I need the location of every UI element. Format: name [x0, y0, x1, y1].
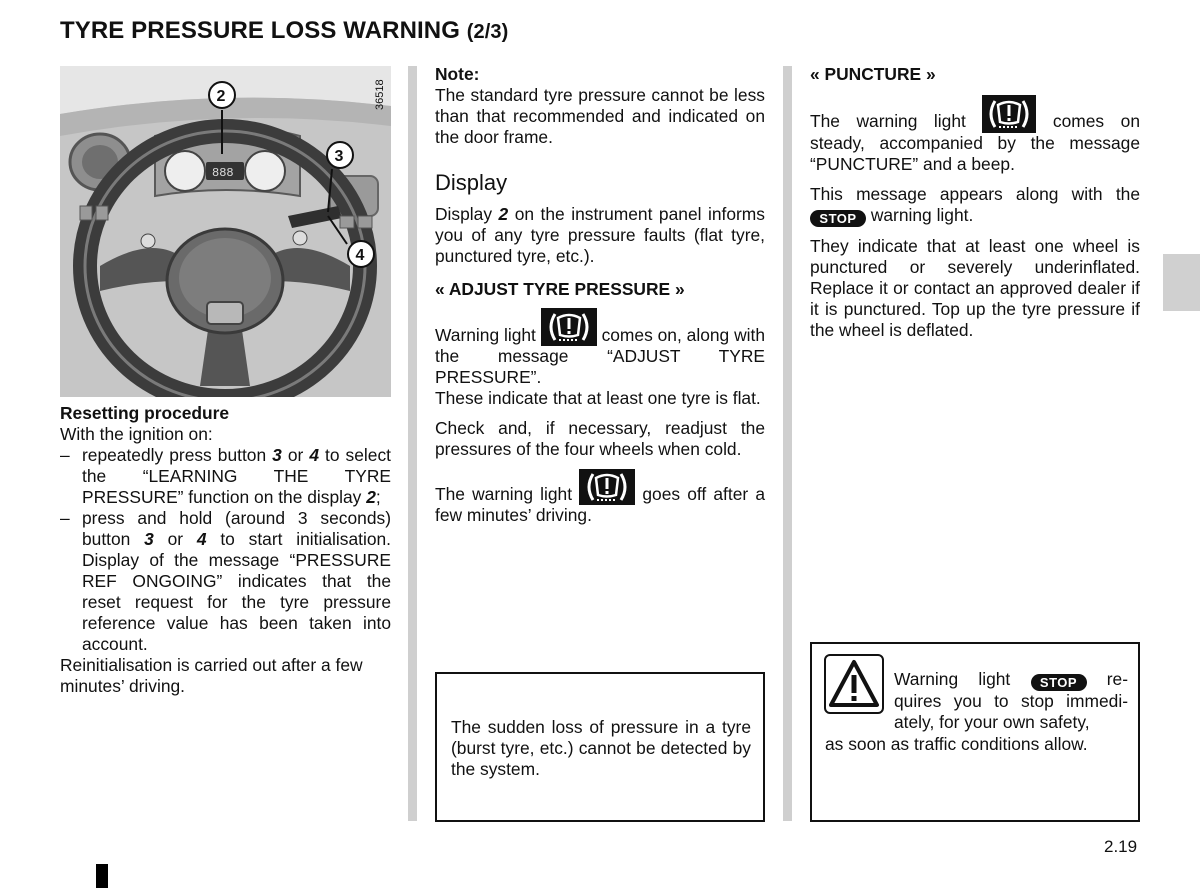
detection-limit-text: The sudden loss of pressure in a tyre (burst tyre, etc.) cannot be detected by the system. [451, 717, 751, 779]
left-column [60, 403, 391, 697]
stop-warning-icon: STOP [1031, 674, 1087, 691]
column-divider-left [408, 66, 417, 821]
callout-4-label: 4 [355, 247, 365, 264]
puncture-paragraph-3: They indicate that at least one wheel is punctured or severely underinflated. Replace it or contact an approved dealer if it is punctured. Top up the tyre pressure if the wheel is deflated. [810, 236, 1140, 340]
crop-mark [96, 864, 108, 888]
adjust-pressure-heading: « ADJUST TYRE PRESSURE » [435, 279, 685, 299]
reinitialisation-note: Reinitialisation is carried out after a few minutes’ driving. [60, 655, 363, 696]
adjust-pressure-paragraph: Warning light comes on, along with the message “ADJUST TYRE PRESSURE”. [435, 308, 765, 388]
stop-warning-lead-text: Warning light STOP re-quires you to stop immedi-ately, for your own safety, [894, 669, 1128, 732]
cluster-display-text: 888 [212, 166, 234, 180]
puncture-heading: « PUNCTURE » [810, 64, 936, 84]
hazard-triangle-icon [824, 654, 884, 714]
page-number: 2.19 [1104, 837, 1138, 856]
tyre-pressure-warning-icon [982, 95, 1036, 133]
display-paragraph: Display 2 on the instrument panel informs you of any tyre pressure faults (flat tyre, punctured tyre, etc.). [435, 204, 765, 266]
stop-warning-tail-text: as soon as traffic conditions allow. [825, 734, 1088, 754]
warning-off-paragraph: The warning light goes off after a few minutes’ driving. [435, 469, 765, 526]
puncture-paragraph-2: This message appears along with the STOP warning light. [810, 184, 1140, 226]
page-part-indicator: (2/3) [466, 21, 509, 43]
puncture-paragraph-1: The warning light comes on steady, accompanied by the message “PUNCTURE” and a beep. [810, 95, 1140, 175]
stop-warning-icon: STOP [810, 210, 866, 227]
tyre-pressure-warning-icon [541, 308, 597, 346]
callout-3-label: 3 [334, 148, 344, 165]
check-pressures-text: Check and, if necessary, readjust the pressures of the four wheels when cold. [435, 418, 765, 459]
resetting-step-1: – repeatedly press button 3 or 4 to select the “LEARNING THE TYRE PRESSURE” function on the display 2; [60, 445, 391, 508]
page-title-text: TYRE PRESSURE LOSS WARNING [60, 17, 460, 44]
display-heading: Display [435, 170, 508, 195]
resetting-step-2: – press and hold (around 3 seconds) button 3 or 4 to start initialisation. Display of the message “PRESSURE REF ONGOING” indicates that the reset request for the tyre pressure reference value has been taken into account. [60, 508, 391, 655]
resetting-steps-list [60, 445, 391, 655]
callout-2-label: 2 [216, 88, 226, 105]
note-label: Note: [435, 64, 480, 84]
detection-limit-box [435, 672, 765, 822]
column-divider-right [783, 66, 792, 821]
section-tab [1163, 254, 1200, 311]
middle-column [435, 64, 765, 526]
page-title [60, 17, 509, 44]
tyre-pressure-warning-icon [579, 469, 635, 505]
steering-wheel-illustration [60, 66, 391, 397]
figure-code: 36518 [374, 79, 386, 110]
adjust-indicate-text: These indicate that at least one tyre is flat. [435, 388, 761, 408]
steering-wheel-figure [60, 66, 391, 397]
resetting-procedure-heading: Resetting procedure [60, 403, 230, 423]
stop-warning-box [810, 642, 1140, 822]
note-text: The standard tyre pressure cannot be less than that recommended and indicated on the door frame. [435, 85, 765, 147]
resetting-intro: With the ignition on: [60, 424, 213, 444]
right-column [810, 64, 1140, 350]
